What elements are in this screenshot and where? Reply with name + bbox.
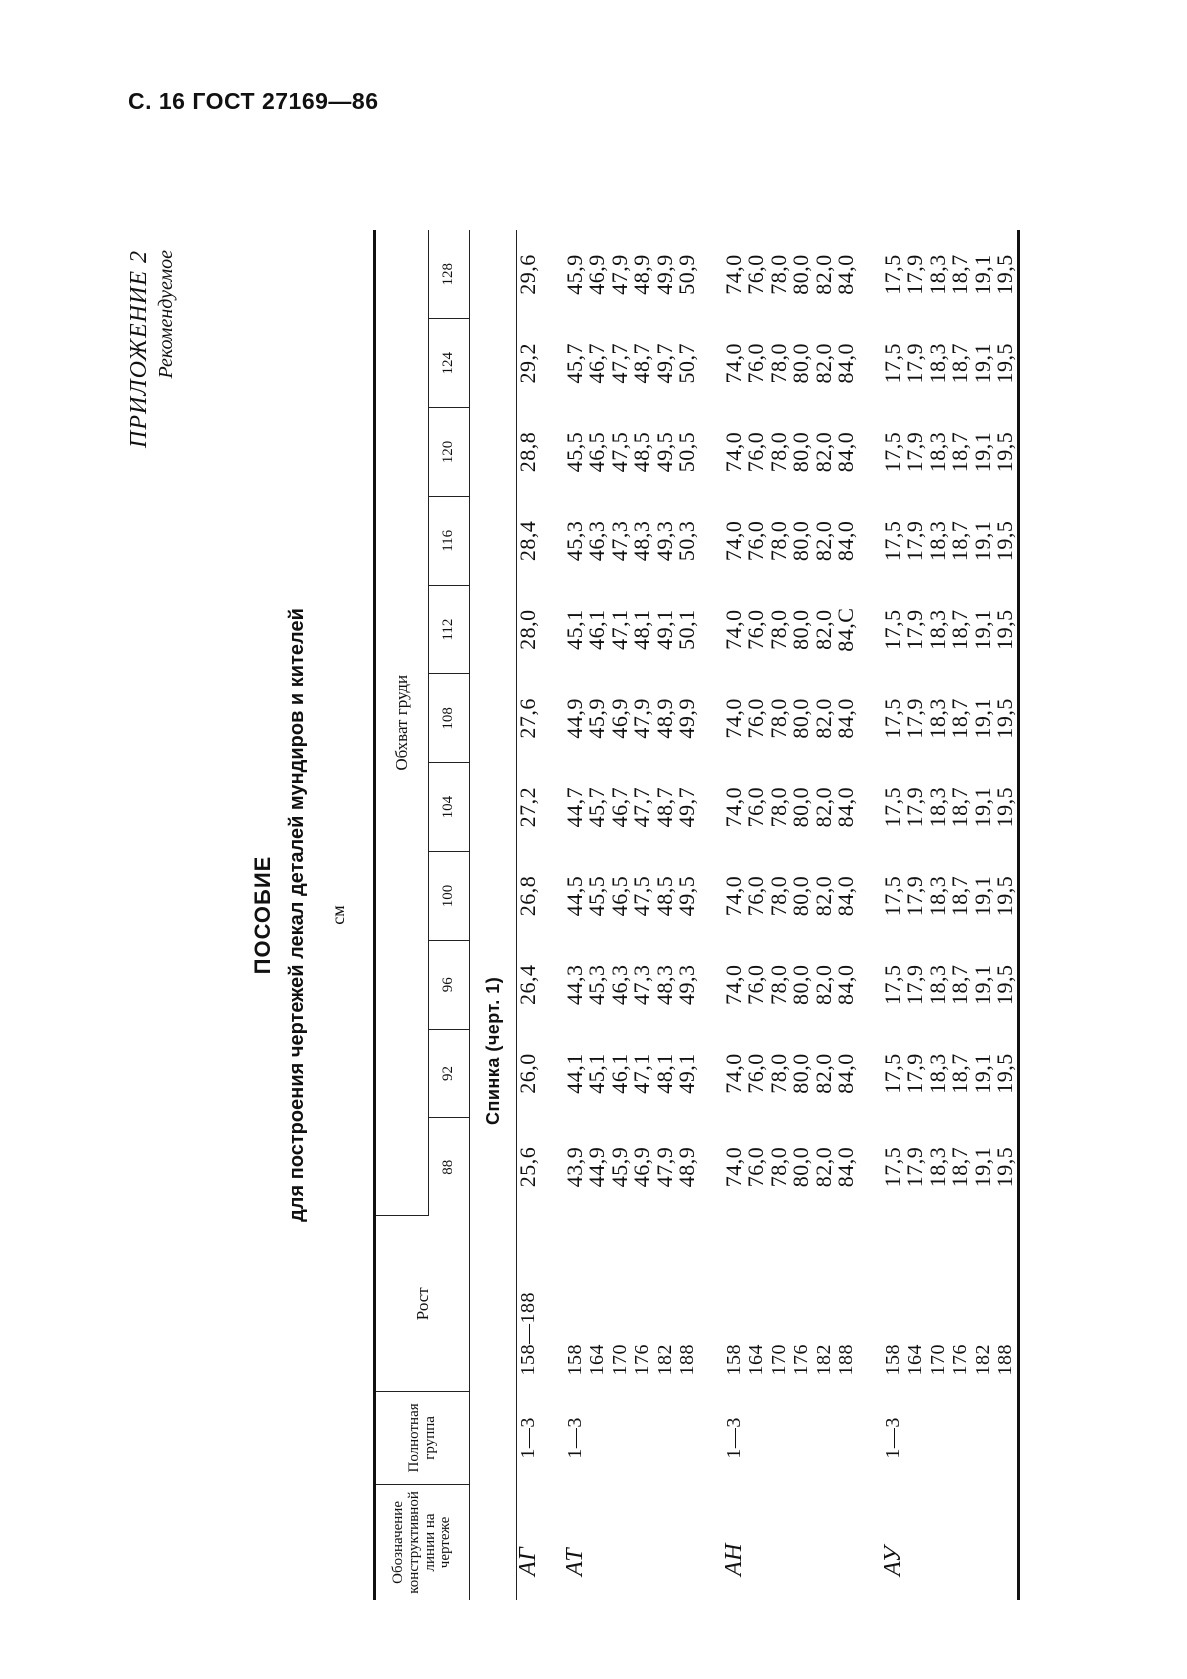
size-header-100: 100 — [429, 852, 470, 941]
measure-cell: 28,8 — [515, 431, 540, 473]
size-header-92: 92 — [429, 1029, 470, 1118]
fullness-group: 1—3 — [722, 1417, 745, 1459]
page-header: С. 16 ГОСТ 27169—86 — [128, 88, 379, 114]
height-values: 158—188 — [517, 1291, 539, 1376]
measure-cell: 29,2 — [515, 343, 540, 384]
line-symbol: АУ — [882, 1484, 1019, 1600]
line-symbol: АГ — [515, 1546, 541, 1576]
measure-cell: 26,0 — [515, 1053, 540, 1094]
measure-cell: 17,5 17,9 18,3 18,7 19,1 19,5 — [882, 319, 1019, 408]
size-header-128: 128 — [429, 230, 470, 319]
size-header-96: 96 — [429, 940, 470, 1029]
height-values: 158 164 170 176 182 188 — [722, 1343, 857, 1376]
header-symbol: Обозначение конструктивной линии на чертеже — [375, 1484, 470, 1600]
measure-cell: 26,4 — [515, 964, 540, 1005]
measure-cell: 45,1 46,1 47,1 48,1 49,1 50,1 — [561, 609, 699, 650]
header-group: Полнотная группа — [375, 1391, 470, 1484]
measure-cell: 44,7 45,7 46,7 47,7 48,7 49,7 — [561, 786, 699, 828]
document-title: ПОСОБИЕ — [250, 855, 275, 975]
height-values: 158 164 170 176 182 188 — [563, 1343, 698, 1376]
measure-cell: 74,0 76,0 78,0 80,0 82,0 84,0 — [720, 1053, 858, 1094]
measure-cell: 28,4 — [515, 520, 540, 562]
measure-cell: 27,2 — [515, 786, 540, 828]
size-header-120: 120 — [429, 408, 470, 497]
table-row — [517, 230, 540, 1600]
measure-cell: 74,0 76,0 78,0 80,0 82,0 84,0 — [720, 254, 858, 295]
measure-cell: 74,0 76,0 78,0 80,0 82,0 84,0 — [720, 343, 858, 384]
measure-cell: 45,9 46,9 47,9 48,9 49,9 50,9 — [561, 254, 699, 295]
document-subtitle: для построения чертежей лекал деталей мундиров и кителей — [286, 608, 308, 1222]
appendix-subtitle: Рекомендуемое — [155, 250, 177, 379]
measure-cell: 17,5 17,9 18,3 18,7 19,1 19,5 — [882, 763, 1019, 852]
measure-cell: 74,0 76,0 78,0 80,0 82,0 84,0 — [720, 786, 858, 828]
measure-cell: 74,0 76,0 78,0 80,0 82,0 84,0 — [720, 520, 858, 562]
measure-cell: 17,5 17,9 18,3 18,7 19,1 19,5 — [882, 230, 1019, 319]
height-values: 158 164 170 176 182 188 — [882, 1216, 1019, 1392]
measure-cell: 45,7 46,7 47,7 48,7 49,7 50,7 — [561, 343, 699, 384]
measure-cell: 74,0 76,0 78,0 80,0 82,0 84,0 — [720, 698, 858, 739]
row-gap — [858, 230, 882, 1600]
measure-cell: 25,6 — [515, 1146, 540, 1188]
measure-cell: 29,6 — [515, 254, 540, 295]
row-gap — [699, 230, 723, 1600]
table-row — [564, 230, 699, 1600]
size-header-88: 88 — [429, 1118, 470, 1216]
measure-cell: 74,0 76,0 78,0 80,0 82,0 84,С — [720, 607, 858, 652]
measure-cell: 74,0 76,0 78,0 80,0 82,0 84,0 — [720, 1146, 858, 1188]
measure-cell: 26,8 — [515, 875, 540, 917]
measure-cell: 74,0 76,0 78,0 80,0 82,0 84,0 — [720, 431, 858, 473]
size-header-116: 116 — [429, 496, 470, 585]
measure-cell: 17,5 17,9 18,3 18,7 19,1 19,5 — [882, 408, 1019, 497]
header-chest: Обхват груди — [375, 230, 429, 1216]
measure-cell: 17,5 17,9 18,3 18,7 19,1 19,5 — [882, 585, 1019, 674]
measure-cell: 74,0 76,0 78,0 80,0 82,0 84,0 — [720, 875, 858, 917]
size-header-112: 112 — [429, 585, 470, 674]
measure-cell: 28,0 — [515, 609, 540, 650]
measure-cell: 45,3 46,3 47,3 48,3 49,3 50,3 — [561, 520, 699, 562]
table-body — [470, 230, 1019, 1600]
measure-cell: 17,5 17,9 18,3 18,7 19,1 19,5 — [882, 496, 1019, 585]
row-gap-cell — [699, 230, 723, 1600]
row-gap-cell — [540, 230, 564, 1600]
header-height: Рост — [375, 1216, 470, 1392]
measure-cell: 43,9 44,9 45,9 46,9 47,9 48,9 — [561, 1146, 699, 1188]
line-symbol: АТ — [561, 1547, 588, 1576]
measurement-table — [373, 230, 1020, 1600]
fullness-group: 1—3 — [517, 1417, 539, 1459]
appendix-title: ПРИЛОЖЕНИЕ 2 — [126, 250, 152, 448]
measure-cell: 17,5 17,9 18,3 18,7 19,1 19,5 — [882, 1118, 1019, 1216]
row-gap-cell — [858, 230, 882, 1600]
measure-cell: 17,5 17,9 18,3 18,7 19,1 19,5 — [882, 940, 1019, 1029]
size-header-124: 124 — [429, 319, 470, 408]
row-gap — [540, 230, 564, 1600]
appendix-label — [126, 250, 178, 448]
table-row — [723, 230, 858, 1600]
table-row — [882, 230, 1019, 1600]
size-header-104: 104 — [429, 763, 470, 852]
measure-cell: 17,5 17,9 18,3 18,7 19,1 19,5 — [882, 674, 1019, 763]
measure-cell: 17,5 17,9 18,3 18,7 19,1 19,5 — [882, 852, 1019, 941]
measure-cell: 44,5 45,5 46,5 47,5 48,5 49,5 — [561, 875, 699, 917]
size-header-108: 108 — [429, 674, 470, 763]
line-symbol: АН — [720, 1543, 747, 1576]
measure-cell: 45,5 46,5 47,5 48,5 49,5 50,5 — [561, 431, 699, 473]
section-title: Спинка (черт. 1) — [470, 230, 517, 1600]
unit-label: см — [328, 905, 348, 925]
fullness-group: 1—3 — [563, 1417, 586, 1459]
section-row — [470, 230, 517, 1600]
measure-cell: 44,9 45,9 46,9 47,9 48,9 49,9 — [561, 698, 699, 739]
measure-cell: 44,3 45,3 46,3 47,3 48,3 49,3 — [561, 964, 699, 1005]
measure-cell: 27,6 — [515, 698, 540, 739]
measure-cell: 74,0 76,0 78,0 80,0 82,0 84,0 — [720, 964, 858, 1005]
measure-cell: 17,5 17,9 18,3 18,7 19,1 19,5 — [882, 1029, 1019, 1118]
measure-cell: 44,1 45,1 46,1 47,1 48,1 49,1 — [561, 1053, 699, 1094]
rotated-page-content — [118, 230, 1118, 1600]
fullness-group: 1—3 — [882, 1391, 1019, 1484]
